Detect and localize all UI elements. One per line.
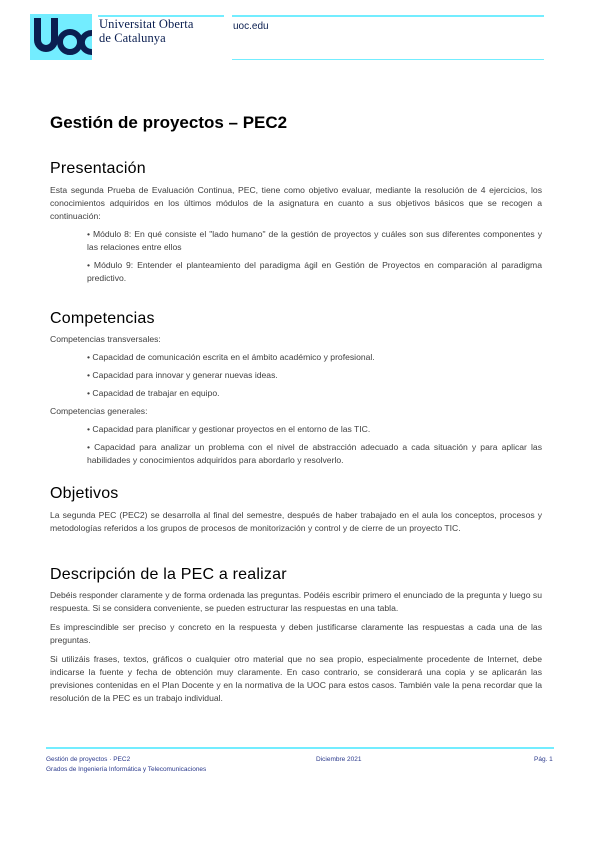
paragraph: La segunda PEC (PEC2) se desarrolla al final del semestre, después de haber trabajado en el aula los conceptos, procesos y metodologías referidos a los grupos de procesos de monitorización y control y de cierre de un proyecto TIC. (50, 510, 542, 533)
paragraph: Esta segunda Prueba de Evaluación Continua, PEC, tiene como objetivo evaluar, mediante la resolución de 4 ejercicios, los conocimientos adquiridos en los últimos módulos de la asignatura en cuanto a sus objetivos básicos que se recogen a continuación: (50, 185, 542, 221)
footer-course: Gestión de proyectos · PEC2 (46, 756, 131, 763)
list-item: • Módulo 9: Entender el planteamiento del paradigma ágil en Gestión de Proyectos en comparación al paradigma predictivo. (87, 260, 542, 283)
list-item: • Módulo 8: En qué consiste el "lado humano" de la gestión de proyectos y cuáles son sus diferentes componentes y las relaciones entre ellos (87, 229, 542, 252)
domain-link[interactable]: uoc.edu (233, 21, 269, 32)
uoc-logo (30, 14, 92, 60)
paragraph: Si utilizáis frases, textos, gráficos o cualquier otro material que no sea propio, especialmente procedente de Internet, debe indicarse la fuente y fecha de obtención muy claramente. En caso contrario, se considerará una copia y se aplicarán las previsiones contenidas en el Plan Docente y en la normativa de la UOC para estos casos. También vale la pena recordar que la resolución de la PEC es un trabajo individual. (50, 654, 542, 703)
page-title: Gestión de proyectos – PEC2 (50, 113, 288, 132)
footer-rule (46, 747, 554, 749)
list-item: • Capacidad para analizar un problema con el nivel de abstracción adecuado a cada situación y para aplicar las habilidades y conocimientos adquiridos para abordarlo y resolverlo. (87, 442, 542, 465)
list-item: • Capacidad de comunicación escrita en el ámbito académico y profesional. (87, 352, 375, 362)
subheading: Competencias generales: (50, 406, 148, 416)
header-rule-right-bottom (232, 59, 544, 60)
section-descripcion (50, 566, 542, 705)
section-heading: Descripción de la PEC a realizar (50, 566, 287, 583)
university-name (99, 17, 193, 45)
university-line-2: de Catalunya (99, 31, 166, 45)
section-competencias (50, 310, 542, 467)
section-presentacion (50, 160, 542, 285)
footer-page-number: Pág. 1 (534, 756, 553, 763)
section-heading: Presentación (50, 160, 146, 177)
paragraph: Debéis responder claramente y de forma ordenada las preguntas. Podéis escribir primero el enunciado de la pregunta y luego su respuesta. Si se considera conveniente, se pueden estructurar las respuestas en una tabla. (50, 590, 542, 613)
footer-date: Diciembre 2021 (316, 756, 362, 763)
list-item: • Capacidad de trabajar en equipo. (87, 388, 220, 398)
list-item: • Capacidad para innovar y generar nuevas ideas. (87, 370, 278, 380)
header-rule-right (232, 15, 544, 17)
paragraph: Es imprescindible ser preciso y concreto en la respuesta y deben justificarse claramente las respuestas a cada una de las preguntas. (50, 622, 542, 645)
section-heading: Competencias (50, 310, 155, 327)
list-item: • Capacidad para planificar y gestionar proyectos en el entorno de las TIC. (87, 424, 371, 434)
section-objetivos (50, 485, 542, 535)
subheading: Competencias transversales: (50, 334, 161, 344)
university-line-1: Universitat Oberta (99, 17, 194, 31)
footer-degree: Grados de Ingeniería Informática y Telecomunicaciones (46, 766, 207, 773)
section-heading: Objetivos (50, 485, 119, 502)
